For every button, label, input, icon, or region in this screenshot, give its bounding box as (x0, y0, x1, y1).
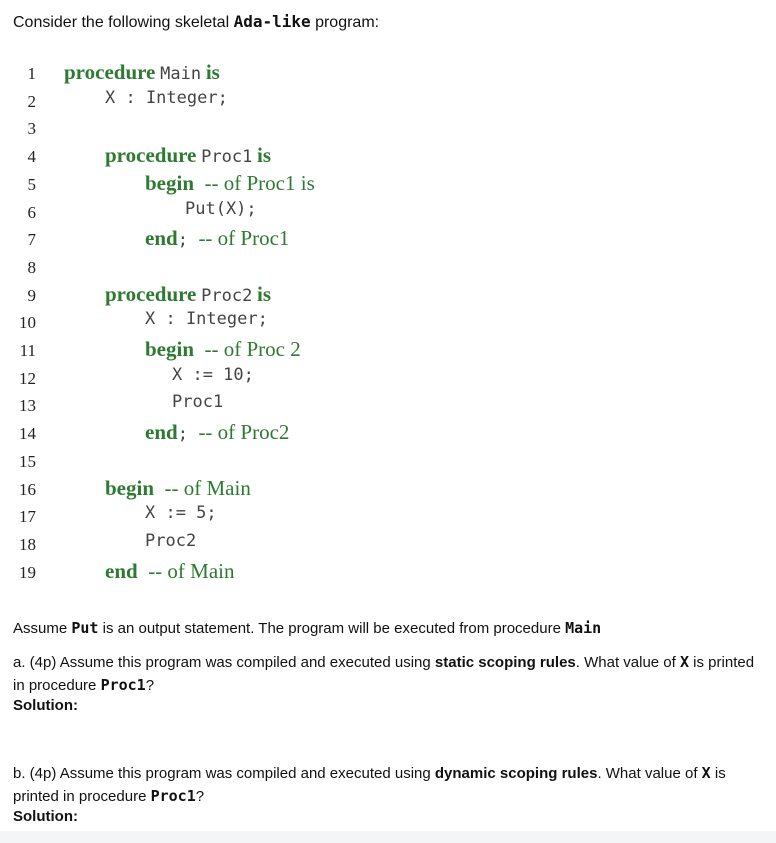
code-line (0, 226, 776, 254)
code-line (0, 88, 776, 116)
code-comment: -- of Proc2 (187, 420, 290, 445)
code-content (105, 476, 251, 501)
code-token: X : Integer; (105, 87, 228, 108)
code-line (0, 309, 776, 337)
line-number: 7 (27, 230, 36, 250)
code-token: Proc2 (201, 285, 253, 306)
qb-text-2: . What value of (597, 765, 702, 782)
code-keyword: procedure (105, 143, 197, 168)
code-line (0, 60, 776, 88)
line-number: 3 (27, 119, 36, 139)
code-comment: -- of Proc 2 (194, 337, 301, 361)
line-number: 14 (19, 424, 36, 444)
solution-b-label: Solution: (13, 808, 78, 825)
qb-rule: dynamic scoping rules (434, 765, 598, 782)
code-keyword: begin (145, 170, 195, 195)
code-token: Put(X); (185, 198, 257, 219)
code-line (0, 392, 776, 420)
intro-prefix: Consider the following skeletal (13, 14, 234, 31)
qa-text-4: ? (145, 677, 155, 694)
code-content (145, 420, 289, 445)
code-comment: -- of Main (154, 475, 251, 500)
code-line (0, 337, 776, 365)
code-content (105, 88, 228, 108)
code-content (145, 337, 301, 362)
line-number: 16 (19, 479, 36, 499)
code-line (0, 531, 776, 559)
line-number: 19 (19, 562, 36, 582)
assume-text-1: Assume (13, 620, 72, 637)
qb-proc: Proc1 (150, 787, 196, 805)
code-content (145, 309, 268, 329)
qb-text-1: b. (4p) Assume this program was compiled and executed using (13, 765, 435, 782)
qb-x: X (701, 764, 711, 782)
code-line (0, 448, 776, 476)
line-number: 8 (27, 257, 36, 277)
code-keyword: is (257, 281, 272, 306)
code-content (172, 392, 223, 412)
code-token: Proc1 (172, 392, 224, 413)
code-keyword: begin (105, 475, 155, 500)
code-content (64, 60, 220, 85)
question-a (13, 651, 763, 697)
code-line (0, 254, 776, 282)
question-b (13, 762, 763, 808)
line-number: 15 (19, 451, 36, 471)
line-number: 4 (27, 147, 36, 167)
code-content (145, 531, 196, 551)
intro-suffix: program: (310, 14, 380, 31)
intro-text (13, 12, 379, 32)
code-line (0, 115, 776, 143)
code-content (105, 143, 271, 168)
code-content (145, 226, 289, 251)
line-number: 13 (19, 396, 36, 416)
code-token: X := 10; (172, 364, 254, 385)
code-content (105, 559, 235, 584)
code-content (145, 171, 315, 196)
code-token: X := 5; (145, 503, 217, 524)
qa-x: X (679, 653, 690, 671)
code-keyword: end (145, 420, 178, 445)
assume-put: Put (71, 619, 99, 637)
code-comment: -- of Proc1 (187, 226, 290, 251)
assume-main: Main (565, 619, 602, 637)
qa-text-1: a. (4p) Assume this program was compiled and executed using (13, 654, 435, 671)
code-comment: -- of Proc1 is (194, 170, 315, 195)
code-keyword: procedure (64, 60, 156, 84)
solution-a-label: Solution: (13, 697, 78, 714)
line-number: 9 (27, 285, 36, 305)
qa-proc: Proc1 (100, 676, 146, 694)
code-line (0, 420, 776, 448)
qa-text-2: . What value of (575, 654, 680, 671)
line-number: 1 (27, 64, 36, 83)
code-line (0, 365, 776, 393)
code-token: Proc1 (201, 147, 253, 168)
code-content (145, 503, 217, 523)
code-token: ; (177, 424, 188, 445)
qa-rule: static scoping rules (434, 654, 576, 671)
code-content (172, 365, 254, 385)
code-keyword: procedure (105, 281, 197, 306)
line-number: 11 (19, 341, 36, 360)
code-keyword: is (257, 143, 272, 168)
code-content (105, 282, 271, 307)
code-line (0, 282, 776, 310)
code-comment: -- of Main (137, 558, 235, 583)
intro-language: Ada-like (233, 12, 311, 31)
code-line (0, 199, 776, 227)
code-line (0, 476, 776, 504)
code-line (0, 503, 776, 531)
code-token: Main (160, 64, 202, 84)
code-content (185, 199, 257, 219)
line-number: 2 (27, 91, 36, 111)
code-keyword: begin (145, 337, 195, 361)
qb-text-4: ? (195, 788, 205, 805)
qa-text-3: is printed in procedure (13, 654, 755, 694)
code-token: Proc2 (145, 530, 197, 551)
qb-text-3: is printed in procedure (13, 765, 726, 805)
line-number: 12 (19, 368, 36, 388)
code-line (0, 559, 776, 587)
line-number: 18 (19, 534, 36, 554)
code-line (0, 143, 776, 171)
code-keyword: is (205, 60, 220, 84)
assume-paragraph (13, 617, 763, 640)
bottom-bar (0, 831, 776, 843)
code-token: ; (177, 230, 188, 251)
code-line (0, 171, 776, 199)
code-token: X : Integer; (145, 309, 268, 330)
line-number: 10 (19, 313, 36, 333)
code-keyword: end (105, 558, 138, 583)
assume-text-2: is an output statement. The program will be executed from procedure (98, 620, 566, 637)
line-number: 17 (19, 507, 36, 527)
line-number: 5 (27, 174, 36, 194)
line-number: 6 (27, 202, 36, 222)
code-keyword: end (145, 226, 178, 251)
